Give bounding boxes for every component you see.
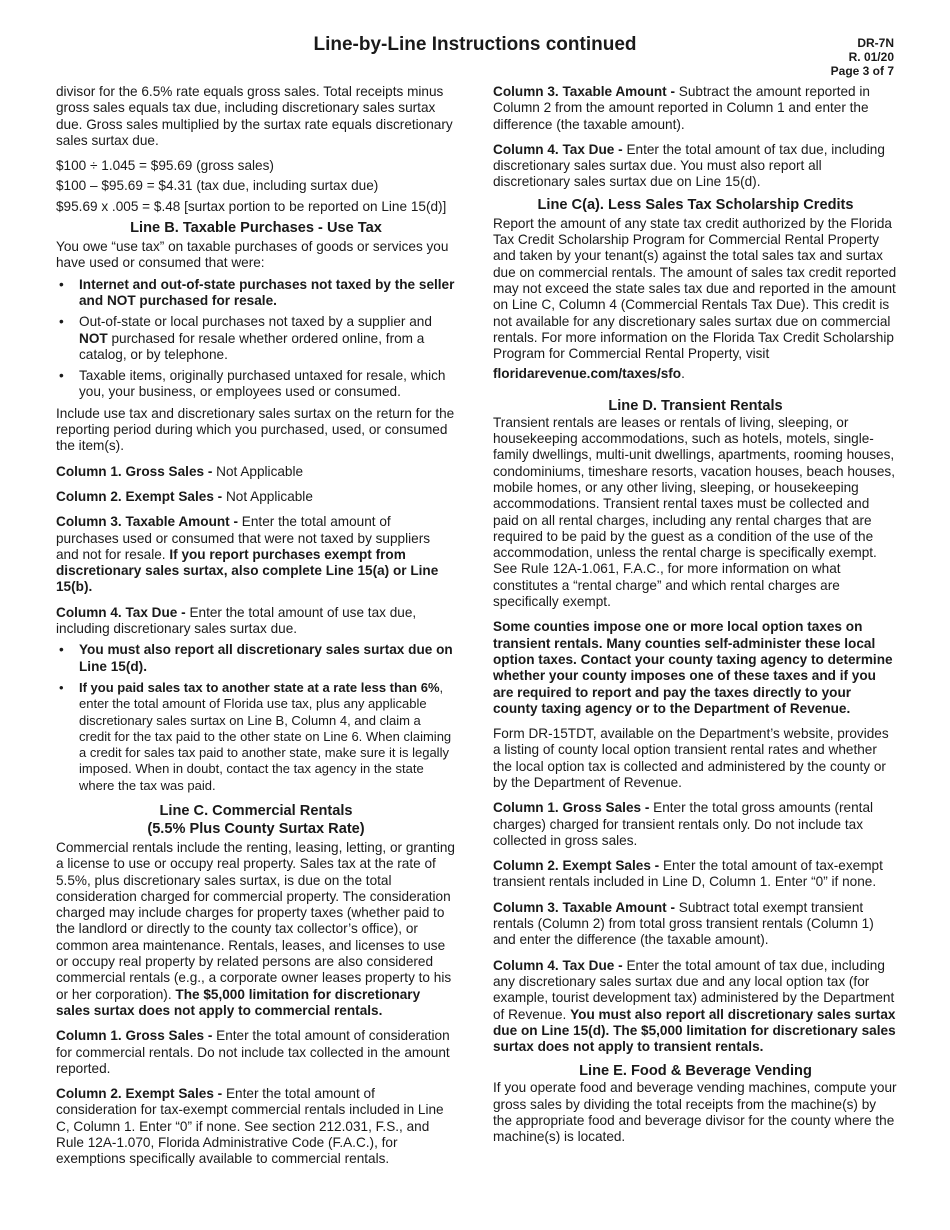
right-column [493, 84, 898, 1155]
line-c-heading: Line C. Commercial Rentals [159, 802, 353, 819]
equation-tax-due: $100 – $95.69 = $4.31 (tax due, including surtax due) [56, 178, 379, 194]
line-b-list [56, 277, 456, 401]
left-column [56, 84, 456, 1177]
line-c-column-1: Column 1. Gross Sales - Enter the total amount of consideration for commercial rentals. Do not include tax collected in the amount reported. [56, 1028, 450, 1076]
list-item: • Internet and out-of-state purchases not taxed by the seller and NOT purchased for resale. [56, 277, 456, 310]
line-c-column-2: Column 2. Exempt Sales - Enter the total amount of consideration for tax-exempt commercial rentals included in Line C, Column 1. Enter “0” if none. See section 212.031, F.S., and Rule 12A-1.070, Florida Administrative Code (F.A.C.), for exemptions specifically available to commercial rentals. [56, 1086, 444, 1167]
line-d-form-note: Form DR-15TDT, available on the Department’s website, provides a listing of county local option transient rental rates and whether the local option tax is collected and administered by the county or by the Department of Revenue. [493, 726, 889, 790]
line-b-column-2: Column 2. Exempt Sales - Not Applicable [56, 488, 313, 504]
line-d-heading: Line D. Transient Rentals [608, 397, 783, 414]
line-c-subheading: (5.5% Plus County Surtax Rate) [147, 820, 365, 837]
page-number: Page 3 of 7 [830, 64, 894, 78]
line-ca-heading: Line C(a). Less Sales Tax Scholarship Credits [537, 196, 854, 213]
line-d-body: Transient rentals are leases or rentals of living, sleeping, or housekeeping accommodations, such as hotels, motels, single-family dwellings, multi-unit dwellings, apartments, rooming houses, condominiums, timeshare resorts, vacation houses, beach houses, mobile homes, or any other living, sleeping, or housekeeping accommodations. Transient rental taxes must be collected and paid on all rental charges, including any rental charges that are required to be paid by the guest as a condition of the use of the accommodation, unless the rental charge is specifically exempt. See Rule 12A-1.061, F.A.C., for more information on what constitutes a “rental charge” and which rental charges are specifically exempt. [493, 414, 895, 610]
line-ca-body: Report the amount of any state tax credit authorized by the Florida Tax Credit Scholarship Program for Commercial Rental Property and taken by your tenant(s) against the total sales tax and surtax due on commercial rentals. The amount of sales tax credit reported may not exceed the state sales tax due and reported in the amount on Line C, Column 4 (Commercial Rentals Tax Due). This credit is not available for any discretionary sales surtax due on commercial rentals. For more information on the Florida Tax Credit Scholarship Program for Commercial Rental Property, visit [493, 215, 897, 362]
line-b-include-text: Include use tax and discretionary sales surtax on the return for the reporting period during which you purchased, used, or consumed the item(s). [56, 405, 455, 454]
list-item: • If you paid sales tax to another state at a rate less than 6%, enter the total amount of Florida use tax, plus any applicable discretionary sales surtax on Line B, Column 4, and claim a credit for the tax paid to the other state on Line 6. When claiming a credit for sales tax paid to another state, make sure it is legally imposed. When in doubt, contact the tax agency in the state where the tax was paid. [56, 680, 456, 794]
form-revision: R. 01/20 [848, 50, 894, 64]
line-c-column-4: Column 4. Tax Due - Enter the total amount of tax due, including discretionary sales surtax due. You must also report all discretionary sales surtax due on Line 15(d). [493, 141, 885, 190]
line-b-notes [56, 642, 456, 794]
form-identifier [831, 36, 894, 78]
line-d-column-2: Column 2. Exempt Sales - Enter the total amount of tax-exempt transient rentals included in Line D, Column 1. Enter “0” if none. [493, 858, 883, 890]
line-ca-link-line: floridarevenue.com/taxes/sfo. [493, 366, 685, 382]
line-d-column-1: Column 1. Gross Sales - Enter the total gross amounts (rental charges) charged for transient rentals only. Do not include tax collected in gross sales. [493, 800, 874, 848]
intro-paragraph: divisor for the 6.5% rate equals gross sales. Total receipts minus gross sales equals tax due, including discretionary sales surtax due. Gross sales multiplied by the surtax rate equals discretionary sales surtax due. [56, 84, 453, 148]
line-b-intro: You owe “use tax” on taxable purchases of goods or services you have used or consumed that were: [56, 239, 449, 271]
line-b-column-3: Column 3. Taxable Amount - Enter the total amount of purchases used or consumed that were not taxed by suppliers and not for resale. If you report purchases exempt from discretionary sales surtax, also complete Line 15(a) or Line 15(b). [56, 514, 439, 595]
line-e-body: If you operate food and beverage vending machines, compute your gross sales by dividing the total receipts from the machine(s) by the appropriate food and beverage divisor for the county where the machine(s) is located. [493, 1080, 897, 1145]
list-item: • Out-of-state or local purchases not taxed by a supplier and NOT purchased for resale whether ordered online, from a catalog, or by telephone. [56, 314, 456, 363]
form-number: DR-7N [857, 36, 894, 50]
equation-gross-sales: $100 ÷ 1.045 = $95.69 (gross sales) [56, 158, 274, 174]
scholarship-link[interactable]: floridarevenue.com/taxes/sfo [493, 366, 682, 382]
list-item: • You must also report all discretionary sales surtax due on Line 15(d). [56, 642, 456, 675]
line-d-column-4: Column 4. Tax Due - Enter the total amount of tax due, including any discretionary sales surtax due and any local option tax (for example, tourist development tax) administered by the Department of Revenue. You must also report all discretionary sales surtax due on Line 15(d). The $5,000 limitation for discretionary sales surtax does not apply to transient rentals. [493, 957, 896, 1055]
line-d-column-3: Column 3. Taxable Amount - Subtract total exempt transient rentals (Column 2) from total gross transient rentals (Column 1) and enter the difference (the taxable amount). [493, 899, 874, 948]
line-d-local-option-note: Some counties impose one or more local option taxes on transient rentals. Many counties self-administer these local option taxes. Contact your county taxing agency to determine whether your county imposes one of these taxes and if you are required to report and pay the taxes directly to your county taxing agency or to the Department of Revenue. [493, 619, 893, 716]
line-c-body: Commercial rentals include the renting, leasing, letting, or granting a license to use or occupy real property. Sales tax at the rate of 5.5%, plus discretionary sales surtax, is due on the total consideration charged for commercial property. The consideration charged may include charges for property taxes (whether paid to the landlord or directly to the county tax collector’s office), or common area maintenance. Rentals, leases, and licenses to use or occupy real property by related persons are also considered commercial rentals (e.g., a corporate owner leases property to his or her corporation). The $5,000 limitation for discretionary sales surtax does not apply to commercial rentals. [56, 839, 455, 1018]
line-b-column-1: Column 1. Gross Sales - Not Applicable [56, 463, 304, 479]
line-b-column-4: Column 4. Tax Due - Enter the total amount of use tax due, including discretionary sales surtax due. [56, 604, 417, 637]
page-title: Line-by-Line Instructions continued [313, 34, 637, 55]
line-c-column-3: Column 3. Taxable Amount - Subtract the amount reported in Column 2 from the amount reported in Column 1 and enter the difference (the taxable amount). [493, 84, 870, 132]
equation-surtax: $95.69 x .005 = $.48 [surtax portion to be reported on Line 15(d)] [56, 198, 447, 214]
list-item: • Taxable items, originally purchased untaxed for resale, which you, your business, or employees used or consumed. [56, 368, 456, 401]
line-e-heading: Line E. Food & Beverage Vending [579, 1063, 812, 1080]
line-b-heading: Line B. Taxable Purchases - Use Tax [130, 220, 382, 237]
